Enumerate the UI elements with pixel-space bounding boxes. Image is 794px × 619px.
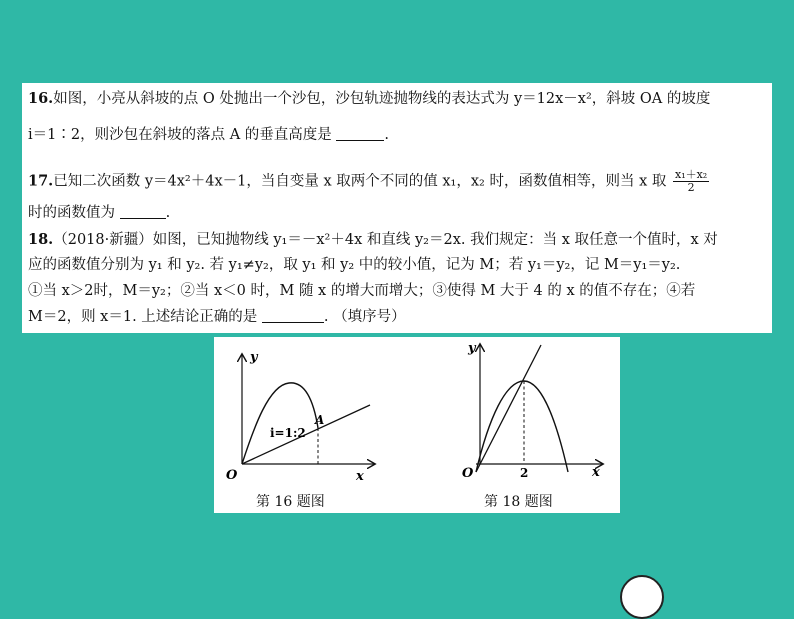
q17-fraction xyxy=(673,169,709,194)
q18-line4 xyxy=(28,307,406,327)
q16-text-2: i＝1∶2，则沙包在斜坡的落点 A 的垂直高度是 xyxy=(28,127,332,143)
fig16-x-label: x xyxy=(356,469,364,484)
q18-number: 18. xyxy=(28,231,54,248)
q16-number: 16. xyxy=(28,90,54,107)
q17-frac-top: x₁＋x₂ xyxy=(674,168,708,181)
fig18-line-y2 xyxy=(476,345,541,472)
q16-end: . xyxy=(384,127,389,143)
q18-text-2: 应的函数值分别为 y₁ 和 y₂. 若 y₁≠y₂，取 y₁ 和 y₂ 中的较小值，记为 M；若 y₁＝y₂，记 M＝y₁＝y₂. xyxy=(28,257,681,273)
q17-number: 17. xyxy=(28,172,54,190)
q16-answer-blank[interactable] xyxy=(336,126,384,141)
q18-text-1: （2018·新疆）如图，已知抛物线 y₁＝－x²＋4x 和直线 y₂＝2x. 我们规定：当 x 取任意一个值时，x 对 xyxy=(53,232,718,248)
q17-line1 xyxy=(28,169,711,194)
figure-16 xyxy=(226,350,374,484)
q18-answer-blank[interactable] xyxy=(262,308,324,323)
q18-line3 xyxy=(28,281,695,301)
q17-frac-bottom: 2 xyxy=(687,181,695,194)
questions-panel xyxy=(22,83,772,333)
fig18-tick-2-label: 2 xyxy=(520,466,529,480)
fig18-caption: 第 18 题图 xyxy=(484,494,553,510)
figure-18 xyxy=(462,341,602,481)
q16-line1 xyxy=(28,89,710,109)
fig18-x-label: x xyxy=(592,465,600,480)
q17-end: . xyxy=(165,205,171,221)
q18-line1 xyxy=(28,230,718,250)
figures-panel xyxy=(214,337,620,513)
fig16-y-label: y xyxy=(250,350,258,365)
q18-text-4: M＝2，则 x＝1. 上述结论正确的是 xyxy=(28,309,258,325)
fig16-slope-label: i=1:2 xyxy=(270,426,306,440)
fig18-y-label: y xyxy=(468,341,476,356)
fig16-origin-label: O xyxy=(226,468,238,483)
fig16-point-a-label: A xyxy=(315,413,325,427)
q17-text-2: 时的函数值为 xyxy=(28,205,115,221)
q17-line2 xyxy=(28,203,170,223)
q16-text-1: 如图，小亮从斜坡的点 O 处抛出一个沙包，沙包轨迹抛物线的表达式为 y＝12x－x²，斜坡 OA 的坡度 xyxy=(53,91,711,107)
q18-text-3: ①当 x＞2时，M＝y₂；②当 x＜0 时，M 随 x 的增大而增大；③使得 M 大于 4 的 x 的值不存在；④若 xyxy=(28,283,696,299)
q18-end: . （填序号） xyxy=(323,309,406,325)
fig18-parabola-y1 xyxy=(476,381,568,472)
fig16-parabola xyxy=(242,383,318,464)
fig18-origin-label: O xyxy=(462,466,474,481)
q17-answer-blank[interactable] xyxy=(120,204,166,219)
fig16-caption: 第 16 题图 xyxy=(256,494,325,510)
q18-line2 xyxy=(28,255,680,275)
q17-text-1: 已知二次函数 y＝4x²＋4x－1，当自变量 x 取两个不同的值 x₁，x₂ 时，函数值相等，则当 x 取 xyxy=(53,173,667,190)
figures-svg xyxy=(214,337,620,513)
cartoon-decoration-icon xyxy=(620,575,664,619)
q16-line2 xyxy=(28,125,389,145)
